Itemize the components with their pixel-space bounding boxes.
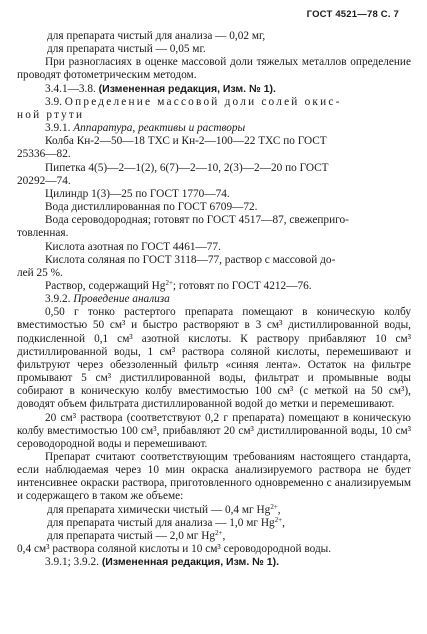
item-h2s-water: Вода сероводородная; готовят по ГОСТ 4517—87, свежеприго- bbox=[45, 214, 349, 227]
item-hcl-cont: лей 25 %. bbox=[17, 266, 63, 279]
limit-line bbox=[17, 517, 411, 530]
item-h2s-water-cont: товленная. bbox=[17, 227, 69, 240]
item-flask: Колба Кн-2—50—18 ТХС и Кн-2—100—22 ТХС по ГОСТ bbox=[45, 135, 327, 148]
reagents-line: 0,4 см³ раствора соляной кислоты и 10 см³ сероводородной воды. bbox=[17, 543, 332, 556]
item-hcl: Кислота соляная по ГОСТ 3118—77, раствор с массовой до- bbox=[45, 253, 336, 266]
procedure-paragraph: 0,50 г тонко растертого препарата помещают в коническую колбу вместимостью 50 см³ и быстро растворяют в 3 см³ дистиллированной воды, подкисленной 0,1 см³ азотной кислоты. К раствору прибавляют 10 см³ дистиллированной воды, 1 см³ раствора соляной кислоты, перемешивают и фильтруют через обеззоленный фильтр «синяя лента». Остаток на фильтре промывают 5 см³ дистиллированной воды, фильтрат и промывные воды собирают в коническую колбу вместимостью 100 см³ (с меткой на 50 см³), доводят объем фильтрата дистиллированной водой до метки и перемешивают. bbox=[17, 306, 411, 411]
section-title-cont: ной ртути bbox=[17, 108, 85, 121]
limit-end: , bbox=[282, 516, 285, 529]
subsection-number: 3.9.1. bbox=[45, 122, 71, 135]
limit-end: , bbox=[277, 503, 281, 516]
disagreement-paragraph: При разногласиях в оценке массовой доли тяжелых металлов определение проводят фотометрическим методом. bbox=[17, 56, 411, 82]
subsection-title: Проведение анализа bbox=[73, 293, 170, 306]
limit-end: , bbox=[222, 529, 226, 542]
subsection-heading bbox=[17, 293, 411, 306]
limit-text: для препарата химически чистый — 0,4 мг Hg bbox=[47, 503, 271, 516]
amendment-ref: 3.9.1; 3.9.2. bbox=[45, 556, 99, 569]
page-content bbox=[17, 30, 411, 569]
item-flask-cont: 25336—82. bbox=[17, 148, 71, 161]
limit-line: для препарата чистый для анализа — 0,02 мг, bbox=[47, 30, 266, 42]
amendment-text: (Измененная редакция, Изм. № 1). bbox=[101, 556, 280, 569]
hg-charge: 2+ bbox=[270, 502, 278, 511]
amendment-ref: 3.4.1—3.8. bbox=[45, 82, 96, 95]
procedure-paragraph: 20 см³ раствора (соответствуют 0,2 г препарата) помещают в коническую колбу вместимостью 100 см³, прибавляют 20 см³ дистиллированной воды, 10 см³ сероводородной воды и перемешивают. bbox=[17, 411, 411, 450]
hg-charge: 2+ bbox=[215, 528, 223, 537]
procedure-paragraph: Препарат считают соответствующим требованиям настоящего стандарта, если наблюдаемая через 10 мин окраска анализируемого раствора не будет интенсивнее окраски раствора, приготовленного одновременно с анализируемым и содержащего в таком же объеме: bbox=[17, 451, 411, 503]
section-heading bbox=[17, 96, 411, 109]
hg-solution-text: Раствор, содержащий Hg bbox=[45, 279, 166, 292]
limit-line bbox=[17, 504, 411, 517]
subsection-number: 3.9.2. bbox=[45, 293, 71, 306]
section-title: Определение массовой доли солей окис- bbox=[64, 95, 342, 108]
item-pipette: Пипетка 4(5)—2—1(2), 6(7)—2—10, 2(3)—2—20 по ГОСТ bbox=[45, 161, 329, 174]
item-pipette-cont: 20292—74. bbox=[17, 174, 71, 187]
limit-line bbox=[17, 530, 411, 543]
amendment-note bbox=[17, 556, 411, 569]
item-water: Вода дистиллированная по ГОСТ 6709—72. bbox=[45, 201, 258, 214]
hg-solution-ref: ; готовят по ГОСТ 4212—76. bbox=[172, 279, 312, 292]
amendment-note bbox=[17, 83, 411, 96]
limit-text: для препарата чистый — 2,0 мг Hg bbox=[47, 529, 216, 542]
item-hg-solution bbox=[17, 280, 411, 293]
limit-line: для препарата чистый — 0,05 мг. bbox=[47, 43, 206, 56]
hg-charge: 2+ bbox=[274, 515, 283, 524]
amendment-text: (Измененная редакция, Изм. № 1). bbox=[98, 82, 276, 95]
hg-charge: 2+ bbox=[165, 278, 173, 287]
item-nitric-acid: Кислота азотная по ГОСТ 4461—77. bbox=[45, 240, 221, 253]
page-header: ГОСТ 4521—78 С. 7 bbox=[306, 9, 399, 20]
section-number: 3.9. bbox=[45, 95, 62, 108]
limit-text: для препарата чистый для анализа — 1,0 мг Hg bbox=[47, 516, 275, 529]
item-cylinder: Цилиндр 1(3)—25 по ГОСТ 1770—74. bbox=[45, 187, 230, 200]
subsection-heading bbox=[17, 122, 411, 135]
subsection-title: Аппаратура, реактивы и растворы bbox=[73, 122, 246, 135]
